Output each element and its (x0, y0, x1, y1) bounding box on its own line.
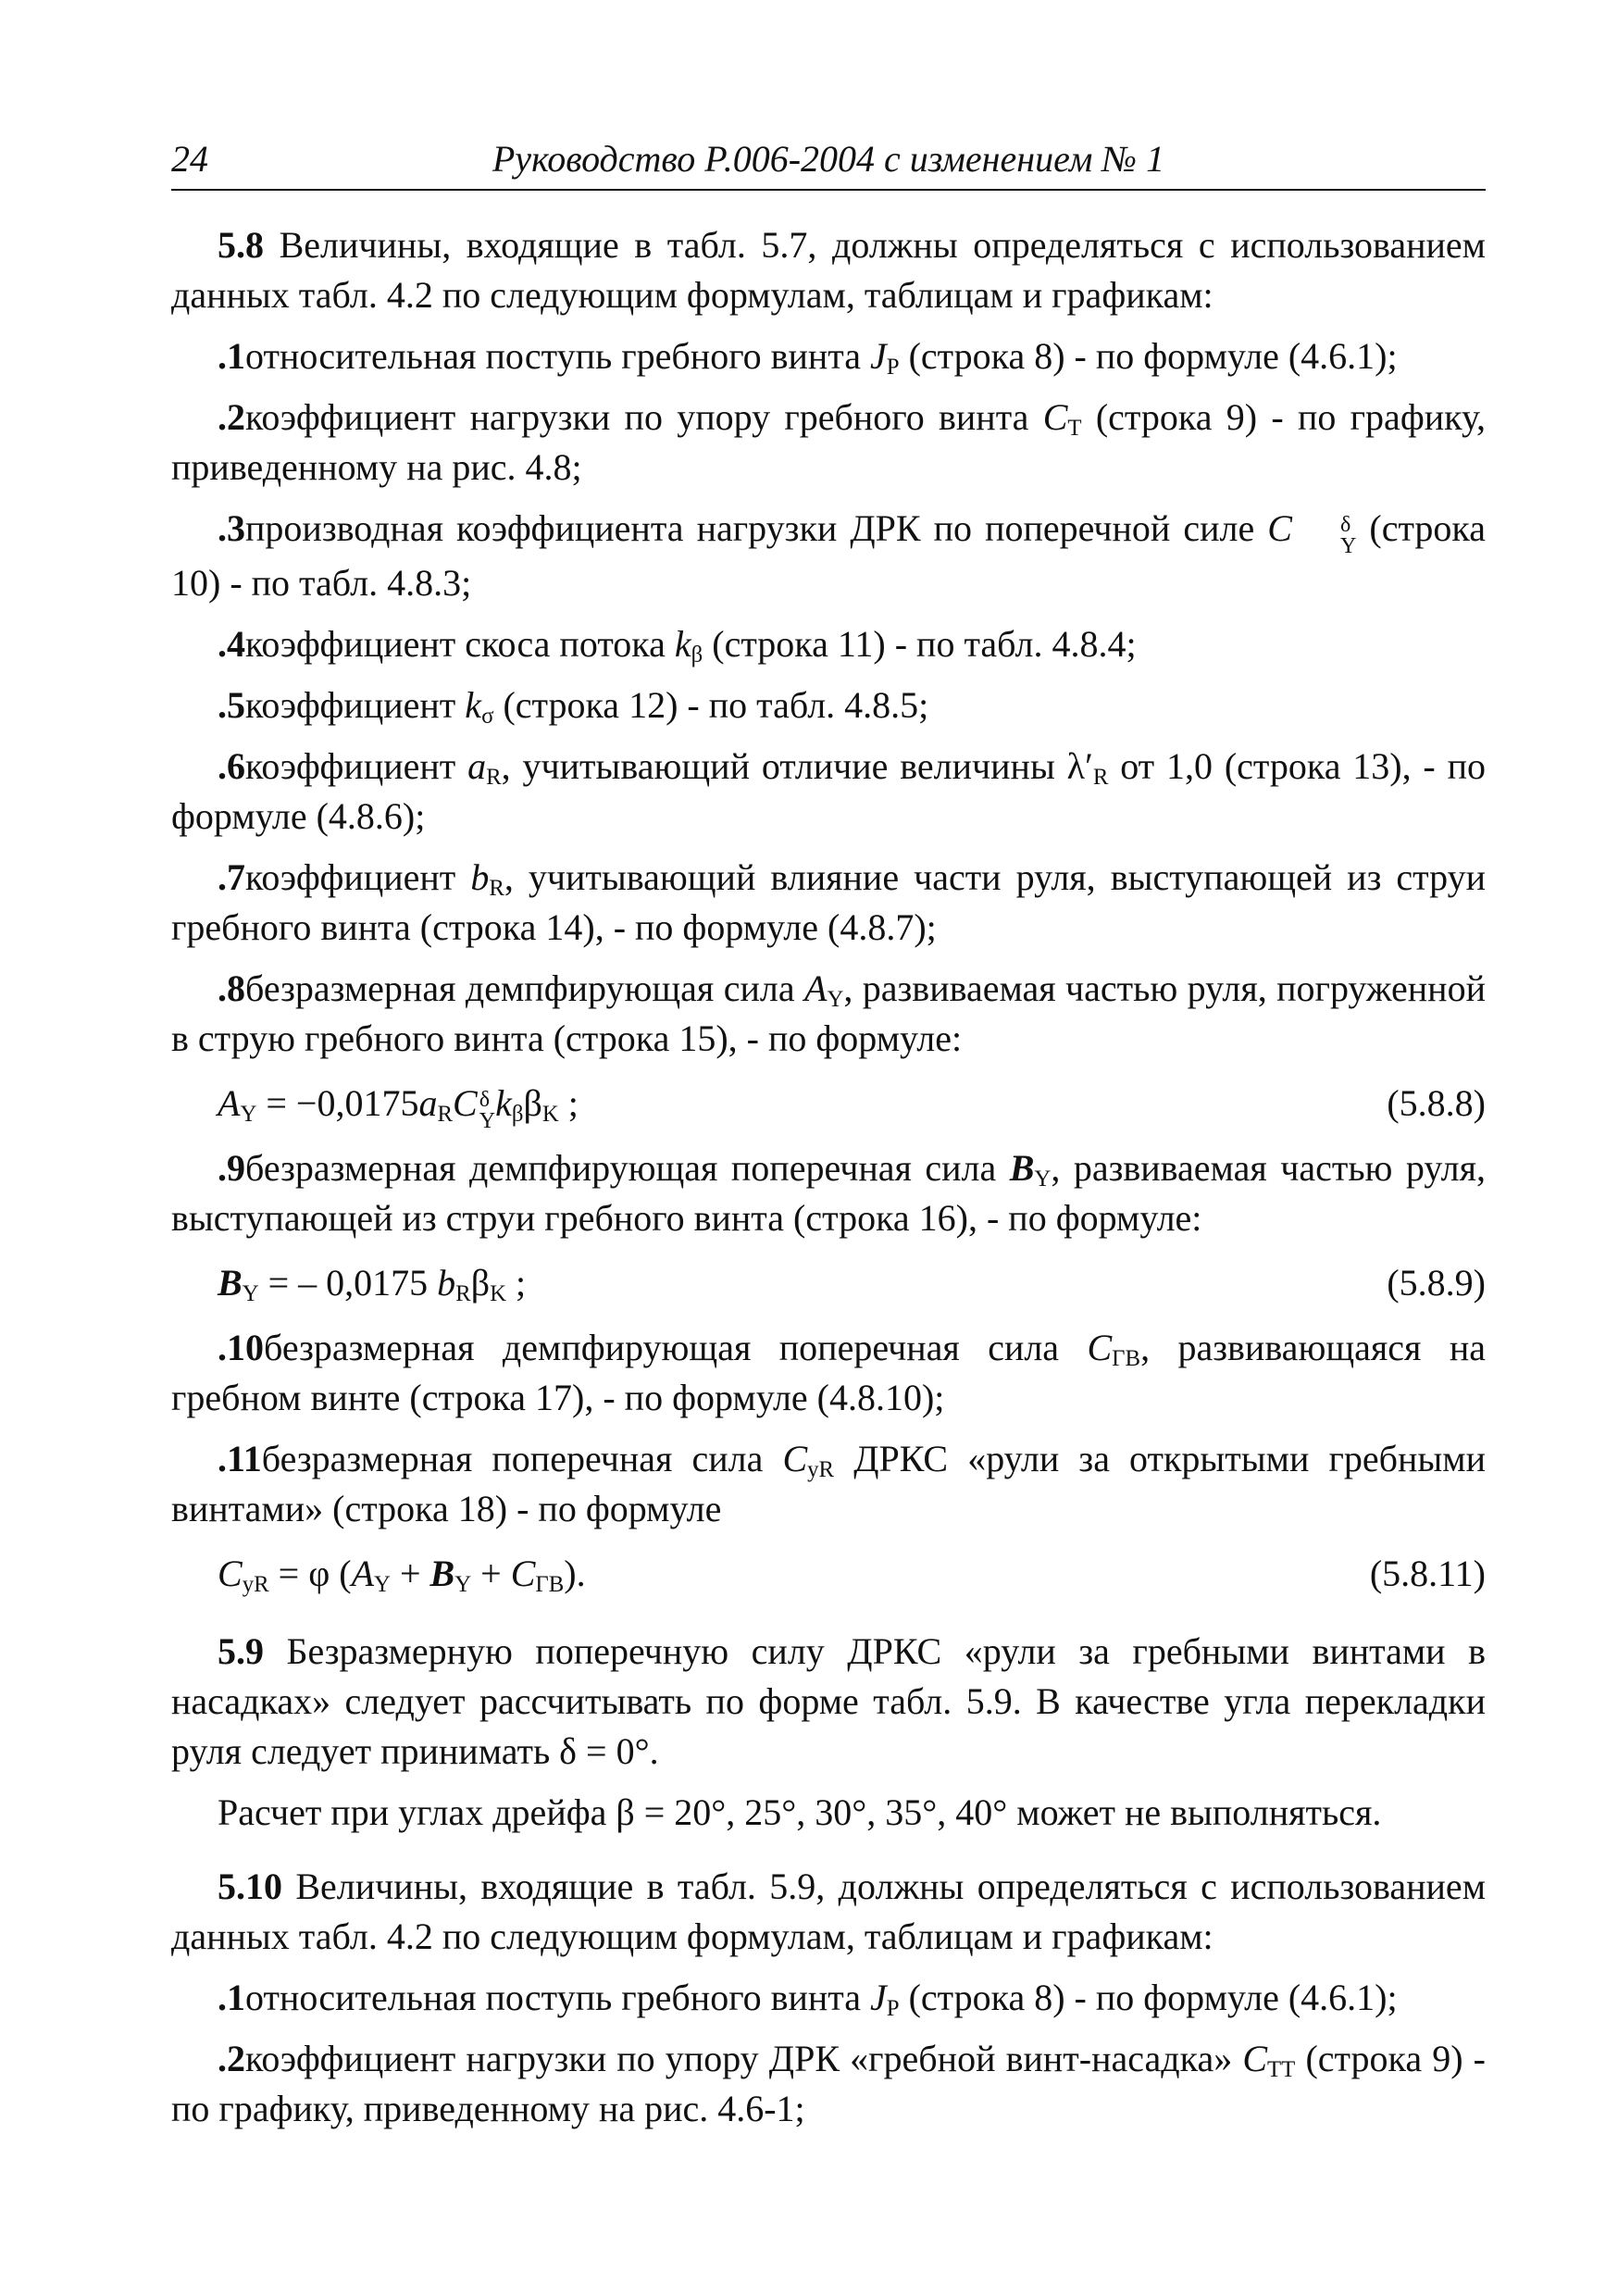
list-item: .10безразмерная демпфирующая поперечная сила $C_{ГВ}$, развивающаяся на гребном винте (строка 17), - по формуле (4.8.10); (171, 1326, 1487, 1418)
section-number: 5.10 (218, 1865, 282, 1907)
section-number: 5.8 (218, 224, 264, 266)
formula-number: (5.8.9) (1387, 1261, 1486, 1304)
list-item: .5коэффициент $k_\sigma$ (строка 12) - по табл. 4.8.5; (218, 683, 929, 730)
list-item: .8безразмерная демпфирующая сила $A_Y$, развиваемая частью руля, погруженной в струю гребного винта (строка 15), - по формуле: (171, 967, 1486, 1059)
section-5-9: 5.9 Безразмерную поперечную силу ДРКС «рули за гребными винтами в насадках» следует рассчитывать по форме табл. 5.9. В качестве угла перекладки руля следует принимать δ = 0°. (171, 1629, 1487, 1772)
list-item: .2коэффициент нагрузки по упору ДРК «гребной винт-насадка» $C_{TT}$ (строка 9) - по графику, приведенному на рис. 4.6-1; (171, 2037, 1487, 2129)
formula-5-8-9: $B_Y$ = – 0,0175 $b_R\beta_K$ ; (5.8.9) (171, 1254, 1486, 1312)
document-body (171, 191, 1486, 2134)
formula-5-8-8: $A_Y = -0,0175a_RC$ δ Y $k_\beta\beta_K$ ; (5.8.8) (171, 1075, 1486, 1132)
section-5-9-note: Расчет при углах дрейфа β = 20°, 25°, 30°, 35°, 40° может не выполняться. (218, 1791, 1382, 1833)
list-item: .11безразмерная поперечная сила $C_{yR}$ ДРКС «рули за открытыми гребными винтами» (строка 18) - по формуле (171, 1437, 1486, 1529)
section-5-8-intro: 5.8 Величины, входящие в табл. 5.7, должны определяться с использованием данных табл. 4.2 по следующим формулам, таблицам и графикам: (171, 224, 1486, 316)
running-title: Руководство Р.006-2004 с изменением № 1 (492, 138, 1165, 180)
list-item: .4коэффициент скоса потока $k_\beta$ (строка 11) - по табл. 4.8.4; (218, 622, 1137, 668)
list-item: .1относительная поступь гребного винта $J_P$ (строка 8) - по формуле (4.6.1); (218, 1976, 1398, 2022)
list-item: .9безразмерная демпфирующая поперечная сила $B_Y$, развиваемая частью руля, выступающей из струи гребного винта (строка 16), - по формуле: (171, 1146, 1486, 1239)
document-page (171, 130, 1486, 2145)
page-header (171, 130, 1486, 191)
list-item: .1относительная поступь гребного винта $J_P$ (строка 8) - по формуле (4.6.1); (218, 335, 1398, 381)
section-5-10-intro: 5.10 Величины, входящие в табл. 5.9, должны определяться с использованием данных табл. 4.2 по следующим формулам, таблицам и графикам: (171, 1865, 1487, 1957)
formula-5-8-11: $C_{yR} = \varphi$ $(A_Y + B_Y + C_{ГВ})$. (5.8.11) (171, 1545, 1486, 1603)
list-item: .6коэффициент $a_R$, учитывающий отличие величины $\lambda'_R$ от 1,0 (строка 13), - по формуле (4.8.6); (171, 744, 1486, 837)
formula-number: (5.8.8) (1387, 1081, 1486, 1124)
list-item: .7коэффициент $b_R$, учитывающий влияние части руля, выступающей из струи гребного винта (строка 14), - по формуле (4.8.7); (171, 855, 1487, 948)
list-item: .3производная коэффициента нагрузки ДРК по поперечной силе C δ Y (строка 10) - по табл. 4.8.3; (171, 507, 1487, 604)
formula-number: (5.8.11) (1369, 1552, 1486, 1594)
page-number: 24 (171, 138, 208, 180)
section-number: 5.9 (218, 1629, 264, 1672)
list-item: .2коэффициент нагрузки по упору гребного винта $C_T$ (строка 9) - по графику, приведенному на рис. 4.8; (171, 396, 1487, 488)
